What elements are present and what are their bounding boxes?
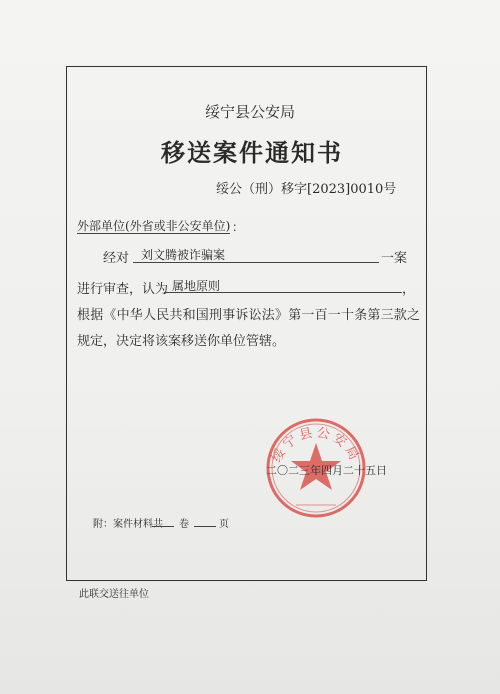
copy-note: 此联交送往单位 bbox=[79, 589, 149, 600]
basis-field: 属地原则 bbox=[172, 279, 221, 293]
document-title: 移送案件通知书 bbox=[161, 138, 343, 167]
attachment-volume-unit: 卷 bbox=[179, 519, 189, 530]
paragraph3: 根据《中华人民共和国刑事诉讼法》第一百一十条第三款之 bbox=[77, 308, 421, 323]
attachment-prefix: 附：案件材料共 bbox=[93, 519, 163, 530]
paragraph2-prefix: 进行审查，认为 bbox=[77, 282, 169, 297]
seal-text: 绥宁县公安局 bbox=[269, 425, 363, 466]
issuing-agency: 绥宁县公安局 bbox=[205, 103, 296, 121]
paragraph2-suffix: ， bbox=[402, 282, 416, 297]
case-name-field: 刘文腾被诈骗案 bbox=[141, 248, 226, 262]
page-count-blank bbox=[194, 526, 216, 527]
paragraph1-suffix: 一案 bbox=[381, 251, 408, 266]
document-number: 绥公（刑）移字[2023]0010号 bbox=[216, 182, 397, 197]
recipient-underline bbox=[77, 233, 230, 234]
recipient-colon: ： bbox=[232, 220, 245, 234]
paragraph1-prefix: 经对 bbox=[103, 251, 130, 266]
recipient-label: 外部单位(外省或非公安单位) bbox=[77, 219, 231, 233]
volume-count-blank bbox=[152, 526, 174, 527]
case-name-underline bbox=[133, 262, 379, 263]
attachment-page-unit: 页 bbox=[219, 519, 229, 530]
paragraph4: 规定，决定将该案移送你单位管辖。 bbox=[77, 334, 286, 349]
issue-date: 二〇二三年四月二十五日 bbox=[266, 464, 387, 477]
basis-underline bbox=[164, 292, 402, 293]
